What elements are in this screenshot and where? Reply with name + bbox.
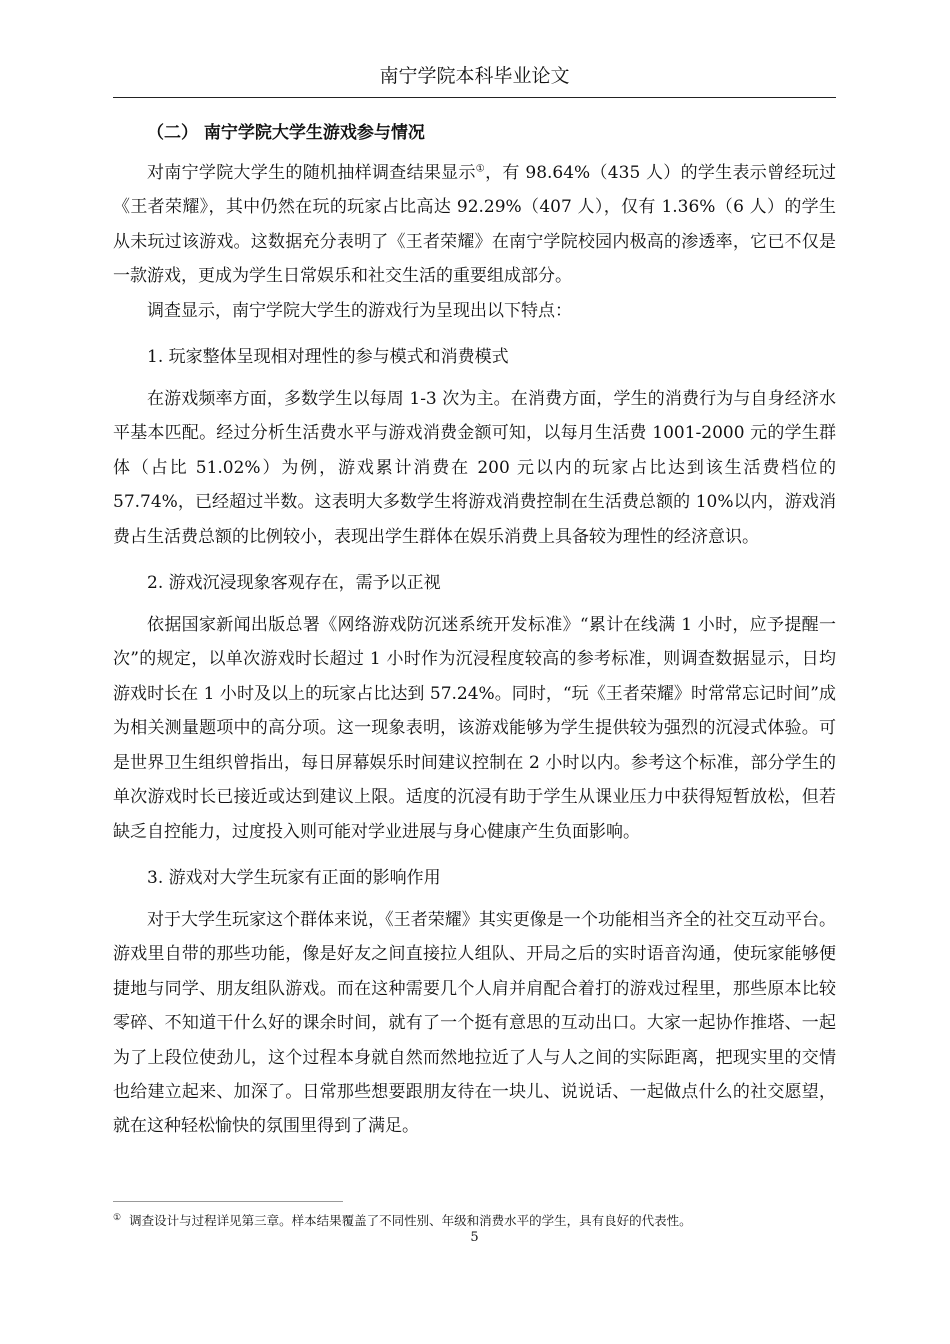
footnote-reference[interactable]: ①: [475, 163, 486, 175]
point-2-heading: 2. 游戏沉浸现象客观存在，需予以正视: [147, 573, 441, 594]
summary-paragraph: 调查显示，南宁学院大学生的游戏行为呈现出以下特点：: [147, 300, 572, 321]
point-1-heading: 1. 玩家整体呈现相对理性的参与模式和消费模式: [147, 347, 509, 368]
page-header-title: 南宁学院本科毕业论文: [379, 65, 570, 87]
point-3-body: 对于大学生玩家这个群体来说，《王者荣耀》其实更像是一个功能相当齐全的社交互动平台。游戏里自带的那些功能，像是好友之间直接拉人组队、开局之后的实时语音沟通，使玩家能够便捷地与同学、朋友组队游戏。而在这种需要几个人肩并肩配合着打的游戏过程里，那些原本比较零碎、不知道干什么好的课余时间，就有了一个挺有意思的互动出口。大家一起协作推塔、一起为了上段位使劲儿，这个过程本身就自然而然地拉近了人与人之间的实际距离，把现实里的交情也给建立起来、加深了。日常那些想要跟朋友待在一块儿、说说话、一起做点什么的社交愿望，就在这种轻松愉快的氛围里得到了满足。: [113, 909, 836, 1137]
footnote-divider: [113, 1201, 343, 1202]
section-heading: （二） 南宁学院大学生游戏参与情况: [147, 123, 425, 143]
main-content: [113, 116, 836, 1144]
footnote-mark: ①: [113, 1213, 122, 1223]
footnote-text: 调查设计与过程详见第三章。样本结果覆盖了不同性别、年级和消费水平的学生，具有良好的代表性。: [129, 1213, 692, 1229]
intro-text-after-ref: ，有 98.64%（435 人）的学生表示曾经玩过《王者荣耀》，其中仍然在玩的玩家占比高达 92.29%（407 人），仅有 1.36%（6 人）的学生从未玩过该游戏。这数据充分表明了《王者荣耀》在南宁学院校园内极高的渗透率，它已不仅是一款游戏，更成为学生日常娱乐和社交生活的重要组成部分。: [113, 163, 837, 287]
point-1-body: 在游戏频率方面，多数学生以每周 1-3 次为主。在消费方面，学生的消费行为与自身经济水平基本匹配。经过分析生活费水平与游戏消费金额可知，以每月生活费 1001-2000 元的学生群体（占比 51.02%）为例，游戏累计消费在 200 元以内的玩家占比达到该生活费档位的 57.74%，已经超过半数。这表明大多数学生将游戏消费控制在生活费总额的 10%以内，游戏消费占生活费总额的比例较小，表现出学生群体在娱乐消费上具备较为理性的经济意识。: [113, 389, 836, 547]
point-2-body: 依据国家新闻出版总署《网络游戏防沉迷系统开发标准》“累计在线满 1 小时，应予提醒一次”的规定，以单次游戏时长超过 1 小时作为沉浸程度较高的参考标准，则调查数据显示，日均游戏时长在 1 小时及以上的玩家占比达到 57.24%。同时，“玩《王者荣耀》时常常忘记时间”成为相关测量题项中的高分项。这一现象表明，该游戏能够为学生提供较为强烈的沉浸式体验。可是世界卫生组织曾指出，每日屏幕娱乐时间建议控制在 2 小时以内。参考这个标准，部分学生的单次游戏时长已接近或达到建议上限。适度的沉浸有助于学生从课业压力中获得短暂放松，但若缺乏自控能力，过度投入则可能对学业进展与身心健康产生负面影响。: [113, 615, 836, 842]
point-3-heading: 3. 游戏对大学生玩家有正面的影响作用: [147, 867, 441, 888]
intro-text-before-ref: 对南宁学院大学生的随机抽样调查结果显示: [147, 163, 476, 183]
page-number: 5: [470, 1230, 479, 1245]
intro-paragraph: [113, 156, 836, 294]
header-divider: [113, 97, 836, 98]
